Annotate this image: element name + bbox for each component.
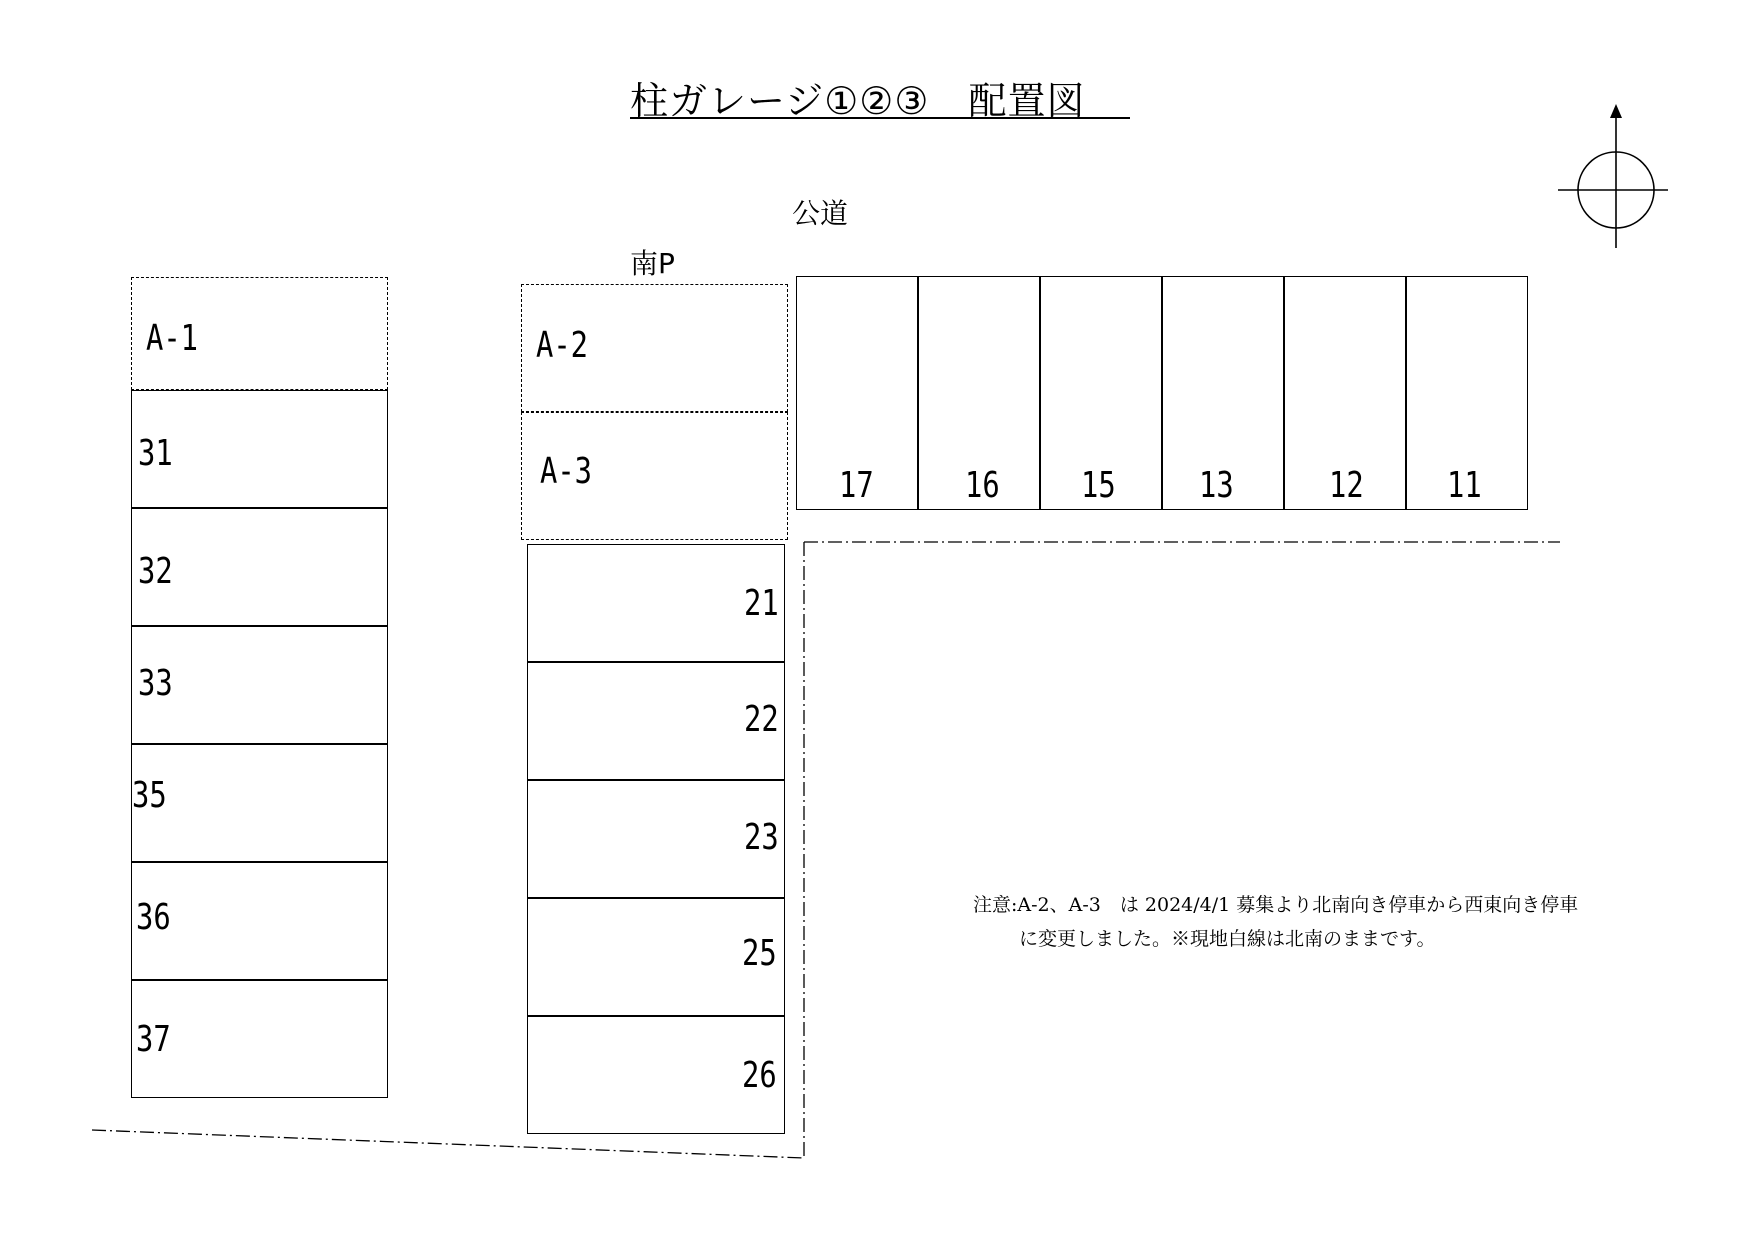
slot-a2-label: A-2 [536,325,589,366]
slot-33-label: 33 [138,663,173,704]
slot-15-label: 15 [1081,465,1116,506]
slot-23-label: 23 [744,817,779,858]
slot-36-label: 36 [136,897,171,938]
slot-22-label: 22 [744,699,779,740]
north-arrow-compass-icon [1558,104,1668,248]
road-label: 公道 [792,197,849,230]
page-title: 柱ガレージ①②③ 配置図 [630,79,1086,123]
slot-35-label: 35 [132,775,167,816]
notice-line-1: 注意:A-2、A-3 は 2024/4/1 募集より北南向き停車から西東向き停車 [973,894,1579,916]
south-parking-label: 南P [630,247,675,280]
slot-16-label: 16 [965,465,1000,506]
slot-17-label: 17 [839,465,874,506]
slot-37-label: 37 [136,1019,171,1060]
slot-32-label: 32 [138,551,173,592]
slot-21-label: 21 [744,583,779,624]
boundary-line-bottom [92,1130,804,1158]
notice-line-2: に変更しました。※現地白線は北南のままです。 [1019,928,1436,950]
slot-26-label: 26 [742,1055,777,1096]
slot-a1-label: A-1 [146,318,199,359]
slot-a3-label: A-3 [540,451,593,492]
slot-11-label: 11 [1447,465,1482,506]
slot-12-label: 12 [1329,465,1364,506]
notice-text [973,888,1693,956]
slot-25-label: 25 [742,933,777,974]
slot-31-label: 31 [138,433,173,474]
slot-13-label: 13 [1199,465,1234,506]
